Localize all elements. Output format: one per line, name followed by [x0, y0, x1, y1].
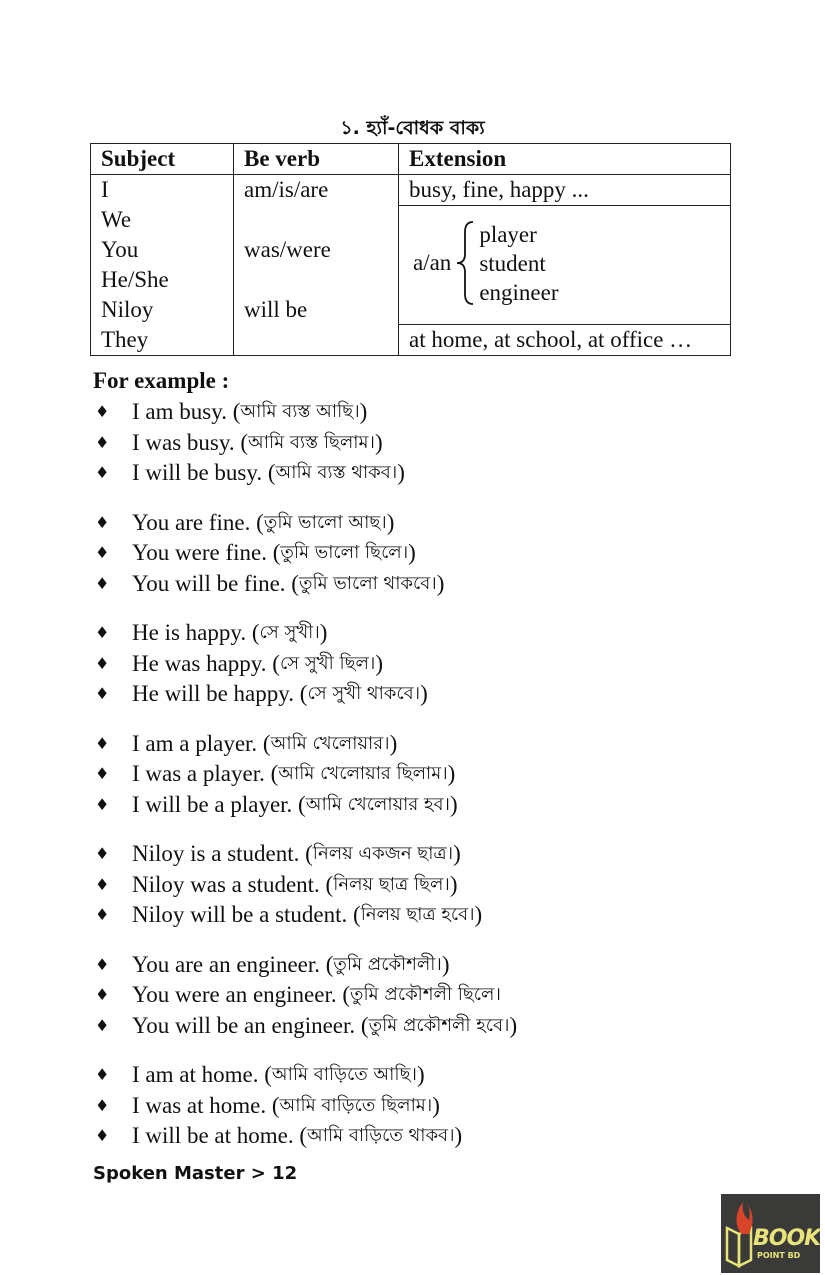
diamond-bullet-icon: ♦ [95, 905, 110, 924]
diamond-bullet-icon: ♦ [95, 1015, 110, 1035]
bangla-translation: আমি খেলোয়ার ছিলাম। [278, 763, 448, 784]
extension-adjectives: busy, fine, happy ... [399, 175, 731, 206]
example-item [93, 900, 793, 931]
example-item [93, 397, 793, 428]
subject-item: Niloy [101, 297, 154, 322]
english-sentence: I am at home. ( [132, 1062, 272, 1087]
closing-paren: ) [436, 570, 445, 596]
english-sentence: He will be happy. ( [132, 681, 308, 706]
bangla-translation: তুমি প্রকৌশলী হবে। [368, 1014, 510, 1036]
example-item [93, 1091, 793, 1122]
diamond-bullet-icon: ♦ [95, 463, 110, 482]
diamond-bullet-icon: ♦ [95, 733, 110, 753]
diamond-bullet-icon: ♦ [95, 623, 110, 642]
example-item [93, 980, 793, 1011]
diamond-bullet-icon: ♦ [95, 402, 110, 421]
english-sentence: You are an engineer. ( [132, 951, 334, 977]
diamond-bullet-icon: ♦ [95, 954, 110, 974]
subject-item: They [101, 327, 149, 352]
subject-item: We [101, 207, 132, 232]
closing-paren: ) [374, 429, 383, 455]
be-verb-item [244, 325, 388, 355]
english-sentence: I was a player. ( [132, 761, 279, 786]
diamond-bullet-icon: ♦ [95, 985, 110, 1004]
example-item [93, 790, 793, 821]
article-label: a/an [413, 250, 452, 275]
bangla-translation: আমি খেলোয়ার। [270, 732, 390, 754]
header-be-verb: Be verb [234, 144, 399, 175]
bangla-translation: আমি বাড়িতে ছিলাম। [279, 1094, 433, 1116]
be-verb-item [244, 265, 388, 295]
closing-paren: ) [449, 871, 458, 897]
english-sentence: Niloy was a student. ( [132, 871, 334, 897]
diamond-bullet-icon: ♦ [95, 573, 110, 593]
section-title: ১. হ্যাঁ-বোধক বাক্য [340, 117, 485, 139]
diamond-bullet-icon: ♦ [95, 1095, 110, 1115]
bookpoint-logo [721, 1194, 820, 1273]
diamond-bullet-icon: ♦ [95, 874, 110, 894]
diamond-bullet-icon: ♦ [95, 794, 110, 814]
example-item [93, 1121, 793, 1152]
header-subject: Subject [91, 144, 234, 175]
closing-paren: ) [454, 1123, 463, 1148]
bangla-translation: নিলয় একজন ছাত্র। [312, 843, 454, 864]
english-sentence: He is happy. ( [132, 620, 260, 645]
example-group [93, 950, 793, 1042]
bangla-translation: সে সুখী। [259, 622, 320, 643]
english-sentence: I am a player. ( [132, 730, 271, 756]
closing-paren: ) [453, 841, 461, 866]
closing-paren: ) [408, 540, 416, 565]
closing-paren: ) [416, 1062, 425, 1087]
be-verb-item: will be [244, 297, 308, 322]
english-sentence: I will be at home. ( [132, 1123, 308, 1148]
english-sentence: I was at home. ( [132, 1092, 280, 1118]
closing-paren: ) [375, 650, 384, 676]
closing-paren: ) [389, 730, 398, 756]
english-sentence: You were an engineer. ( [132, 982, 351, 1007]
example-item [93, 759, 793, 790]
closing-paren: ) [449, 791, 458, 817]
bangla-translation: তুমি প্রকৌশলী। [333, 953, 442, 975]
example-item [93, 538, 793, 569]
bangla-translation: আমি ব্যস্ত ছিলাম। [248, 431, 375, 453]
example-list [93, 397, 793, 1152]
bangla-translation: আমি বাড়িতে আছি। [271, 1064, 417, 1085]
english-sentence: You will be fine. ( [132, 570, 299, 596]
page-footer: Spoken Master > 12 [93, 1163, 298, 1184]
curly-brace-icon [455, 220, 475, 306]
bangla-translation: নিলয় ছাত্র ছিল। [333, 873, 450, 895]
closing-paren: ) [447, 761, 456, 786]
english-sentence: Niloy is a student. ( [132, 841, 313, 866]
english-sentence: Niloy will be a student. ( [132, 902, 361, 927]
example-item [93, 679, 793, 710]
diamond-bullet-icon: ♦ [95, 512, 110, 532]
closing-paren: ) [441, 951, 450, 977]
bangla-translation: তুমি ভালো ছিলে। [280, 542, 409, 563]
be-verb-cell [234, 175, 399, 356]
subject-item: I [101, 177, 109, 202]
closing-paren: ) [420, 681, 428, 706]
table-header-row [91, 144, 731, 175]
bangla-translation: আমি ব্যস্ত থাকব। [275, 462, 398, 483]
closing-paren: ) [474, 902, 483, 927]
bangla-translation: আমি খেলোয়ার হব। [305, 793, 450, 815]
be-verb-item [244, 205, 388, 235]
closing-paren: ) [432, 1092, 440, 1118]
be-verb-item: am/is/are [244, 177, 329, 202]
example-group [93, 1060, 793, 1152]
bangla-translation: আমি বাড়িতে থাকব। [307, 1125, 455, 1146]
bangla-translation: সে সুখী ছিল। [279, 652, 376, 674]
english-sentence: You were fine. ( [132, 540, 281, 565]
closing-paren: ) [509, 1012, 518, 1038]
example-item [93, 458, 793, 489]
example-item [93, 729, 793, 760]
subject-item: You [101, 237, 139, 262]
example-item [93, 950, 793, 981]
bangla-translation: আমি ব্যস্ত আছি। [240, 401, 360, 422]
diamond-bullet-icon: ♦ [95, 1126, 110, 1145]
header-extension: Extension [399, 144, 731, 175]
example-group [93, 397, 793, 489]
logo-text-sub: POINT BD [757, 1251, 801, 1260]
bangla-translation: সে সুখী থাকবে। [307, 683, 421, 704]
example-item [93, 839, 793, 870]
example-group [93, 839, 793, 931]
closing-paren: ) [397, 460, 405, 485]
diamond-bullet-icon: ♦ [95, 432, 110, 452]
english-sentence: He was happy. ( [132, 650, 280, 676]
bangla-translation: তুমি ভালো আছ। [263, 511, 387, 533]
logo-text-main: BOOK [753, 1226, 820, 1251]
example-item [93, 870, 793, 901]
diamond-bullet-icon: ♦ [95, 1065, 110, 1084]
diamond-bullet-icon: ♦ [95, 653, 110, 673]
noun-item: student [479, 250, 546, 276]
english-sentence: I am busy. ( [132, 399, 241, 424]
extension-places: at home, at school, at office … [399, 325, 731, 356]
example-group [93, 508, 793, 600]
english-sentence: I will be busy. ( [132, 460, 276, 485]
example-item [93, 428, 793, 459]
bangla-translation: তুমি প্রকৌশলী ছিলে। [350, 984, 501, 1005]
bangla-translation: তুমি ভালো থাকবে। [298, 572, 437, 594]
example-item [93, 649, 793, 680]
subject-item: He/She [101, 267, 169, 292]
example-item [93, 1060, 793, 1091]
diamond-bullet-icon: ♦ [95, 844, 110, 863]
english-sentence: I will be a player. ( [132, 791, 306, 817]
closing-paren: ) [386, 509, 395, 535]
closing-paren: ) [359, 399, 368, 424]
example-item [93, 618, 793, 649]
extension-nouns-cell [399, 206, 731, 325]
example-group [93, 618, 793, 710]
example-item [93, 569, 793, 600]
noun-item: engineer [479, 279, 559, 305]
grammar-table [90, 143, 731, 356]
diamond-bullet-icon: ♦ [95, 684, 110, 703]
example-group [93, 729, 793, 821]
english-sentence: You are fine. ( [132, 509, 264, 535]
english-sentence: I was busy. ( [132, 429, 249, 455]
example-heading: For example : [93, 368, 230, 393]
english-sentence: You will be an engineer. ( [132, 1012, 369, 1038]
subject-cell [91, 175, 234, 356]
example-item [93, 1011, 793, 1042]
diamond-bullet-icon: ♦ [95, 543, 110, 562]
noun-item: player [479, 221, 537, 247]
example-item [93, 508, 793, 539]
diamond-bullet-icon: ♦ [95, 764, 110, 783]
noun-list [479, 220, 558, 307]
bangla-translation: নিলয় ছাত্র হবে। [360, 904, 475, 925]
closing-paren: ) [319, 620, 328, 645]
be-verb-item: was/were [244, 237, 331, 262]
